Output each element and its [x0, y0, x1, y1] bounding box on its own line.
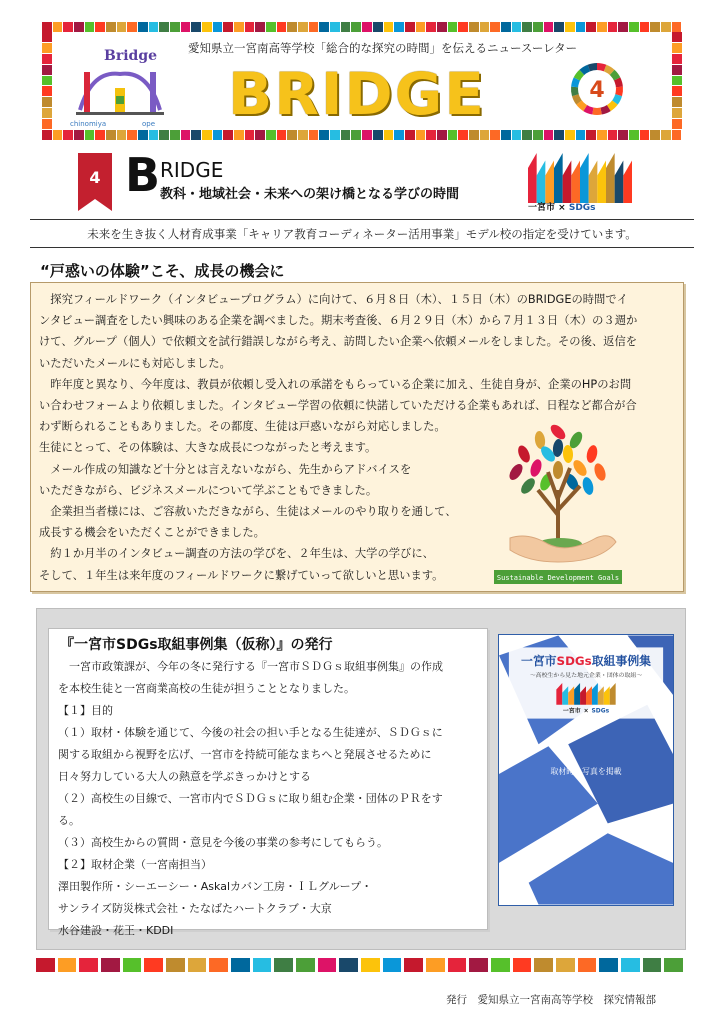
color-segment [448, 130, 458, 140]
color-segment [416, 22, 426, 32]
logo-bar [554, 153, 563, 203]
color-segment [117, 130, 127, 140]
color-segment [544, 22, 554, 32]
color-segment [58, 958, 77, 972]
sdg-tree-illustration [488, 420, 628, 588]
color-segment [319, 130, 329, 140]
header-banner [42, 22, 682, 140]
tree-leaf [548, 422, 568, 442]
article2-line: 日々努力している大人の熱意を学ぶきっかけとする [58, 770, 311, 783]
color-segment [576, 130, 586, 140]
color-segment [469, 130, 479, 140]
color-segment [458, 130, 468, 140]
color-segment [213, 130, 223, 140]
color-segment [318, 958, 337, 972]
color-segment [42, 22, 52, 32]
color-segment [181, 22, 191, 32]
color-segment [231, 958, 250, 972]
article1-line: いただいたメールにも対応しました。 [39, 356, 231, 370]
color-segment [362, 130, 372, 140]
color-segment [234, 130, 244, 140]
color-segment [501, 22, 511, 32]
color-segment [426, 958, 445, 972]
color-segment [672, 97, 682, 107]
article2-line: る。 [58, 814, 80, 827]
logo-bar [589, 161, 598, 204]
color-segment [191, 22, 201, 32]
color-segment [159, 130, 169, 140]
article2-line: （２）高校生の目線で、一宮市内でＳＤＧｓに取り組む企業・団体のＰＲをす [58, 792, 443, 805]
color-segment [123, 958, 142, 972]
color-segment [640, 130, 650, 140]
article1-line: 成長する機会をいただくことができました。 [39, 526, 265, 540]
color-segment [556, 958, 575, 972]
color-segment [319, 22, 329, 32]
color-segment [578, 958, 597, 972]
color-segment [448, 22, 458, 32]
booklet-title-city: 一宮市 [520, 654, 557, 669]
booklet-logo-sdgs: SDGs [591, 707, 610, 715]
color-segment [362, 22, 372, 32]
color-segment [74, 130, 84, 140]
city-name: 一宮市 [528, 203, 556, 213]
color-segment [255, 130, 265, 140]
color-segment [672, 54, 682, 64]
logo-bar [623, 161, 632, 204]
color-segment [287, 130, 297, 140]
article2-line: 水谷建設・花王・KDDI [58, 924, 174, 937]
logo-bar [537, 161, 546, 204]
color-segment [74, 22, 84, 32]
article1-line: メール作成の知識など十分とは言えないながら、先生からアドバイスを [39, 462, 412, 476]
color-segment [608, 130, 618, 140]
color-segment [608, 22, 618, 32]
color-segment [330, 22, 340, 32]
color-segment [277, 130, 287, 140]
section-subtitle: 教科・地域社会・未来への架け橋となる学びの時間 [160, 187, 460, 202]
banner-left-stripe [42, 32, 52, 130]
color-segment [672, 22, 682, 32]
color-segment [159, 22, 169, 32]
color-segment [351, 130, 361, 140]
flag-number: 4 [89, 168, 101, 187]
color-segment [149, 130, 159, 140]
color-segment [63, 22, 73, 32]
color-segment [554, 130, 564, 140]
color-segment [491, 958, 510, 972]
color-segment [544, 130, 554, 140]
color-segment [576, 22, 586, 32]
article1-line: 生徒にとって、その体験は、大きな成長につながったと考えます。 [39, 441, 377, 455]
color-segment [138, 130, 148, 140]
booklet-logo-label [563, 707, 610, 715]
color-segment [373, 130, 383, 140]
article2-body [58, 656, 484, 942]
color-segment [223, 22, 233, 32]
color-segment [298, 130, 308, 140]
booklet-photo-note: 取材時の写真を掲載 [550, 766, 622, 776]
color-segment [661, 22, 671, 32]
color-segment [101, 958, 120, 972]
color-segment [144, 958, 163, 972]
color-segment [629, 22, 639, 32]
logo-bar [563, 161, 572, 204]
color-segment [42, 130, 52, 140]
banner-right-stripe [672, 32, 682, 130]
color-segment [298, 22, 308, 32]
color-segment [650, 130, 660, 140]
article1-line: そして、１年生は来年度のフィールドワークに繋げていって欲しいと思います。 [39, 568, 444, 582]
article1-line: ンタビュー調査をしたい興味のある企業を調べました。期末考査後、６月２９日（木）から７月１３日（木）の３週か [39, 314, 638, 328]
color-segment [416, 130, 426, 140]
color-segment [63, 130, 73, 140]
color-segment [209, 958, 228, 972]
color-segment [426, 22, 436, 32]
color-segment [53, 130, 63, 140]
color-segment [296, 958, 315, 972]
color-segment [341, 130, 351, 140]
color-segment [42, 97, 52, 107]
publisher-footer: 発行 愛知県立一宮南高等学校 探究情報部 [446, 994, 656, 1006]
color-segment [191, 130, 201, 140]
color-segment [672, 76, 682, 86]
color-segment [672, 43, 682, 53]
color-segment [437, 22, 447, 32]
color-segment [266, 130, 276, 140]
logo-bar [528, 153, 537, 203]
color-segment [480, 22, 490, 32]
booklet-title-sdgs: SDGs [556, 654, 592, 669]
divider-top [30, 219, 694, 220]
logo-bar [606, 153, 615, 203]
color-segment [277, 22, 287, 32]
color-segment [490, 22, 500, 32]
color-segment [255, 22, 265, 32]
article2-line: （３）高校生からの質問・意見を今後の事業の参考にしてもらう。 [58, 836, 388, 849]
logo-bar [615, 161, 624, 204]
cross-sign: × [558, 203, 566, 213]
color-segment [640, 22, 650, 32]
divider-bottom [30, 247, 694, 248]
svg-text:Bridge: Bridge [104, 48, 158, 64]
logo-bar [597, 161, 606, 204]
logo-bar [545, 161, 554, 204]
color-segment [42, 43, 52, 53]
article2-line: 【１】目的 [58, 704, 113, 717]
color-segment [106, 130, 116, 140]
color-segment [405, 130, 415, 140]
color-segment [672, 108, 682, 118]
color-segment [234, 22, 244, 32]
article2-line: 一宮市政策課が、今年の冬に発行する『一宮市ＳＤＧｓ取組事例集』の作成 [58, 660, 443, 673]
color-segment [181, 130, 191, 140]
article2-line: 関する取組から視野を広げ、一宮市を持続可能なまちへと発展させるために [58, 748, 432, 761]
color-segment [458, 22, 468, 32]
tree-leaf [516, 444, 532, 465]
tree-leaf [553, 461, 564, 479]
article2-heading: 『一宮市SDGs取組事例集（仮称）』の発行 [60, 637, 333, 653]
color-segment [501, 130, 511, 140]
color-segment [599, 958, 618, 972]
bridge-logo [70, 40, 170, 130]
color-segment [253, 958, 272, 972]
color-segment [127, 22, 137, 32]
color-segment [149, 22, 159, 32]
color-segment [42, 65, 52, 75]
color-segment [394, 22, 404, 32]
color-segment [138, 22, 148, 32]
color-segment [513, 958, 532, 972]
article1-line: 企業担当者様には、ご容赦いただきながら、生徒はメールのやり取りを通して、 [39, 505, 457, 519]
color-segment [36, 958, 55, 972]
color-segment [586, 130, 596, 140]
color-segment [309, 22, 319, 32]
color-segment [405, 22, 415, 32]
booklet-logo-cross: × [583, 707, 589, 715]
color-segment [533, 22, 543, 32]
banner-bottom-stripe [42, 130, 682, 140]
color-segment [266, 22, 276, 32]
booklet-title-rest: 取組事例集 [591, 654, 652, 669]
tree-caption: Sustainable Development Goals [496, 574, 620, 582]
color-segment [85, 130, 95, 140]
color-segment [170, 130, 180, 140]
color-segment [534, 958, 553, 972]
sdg-wheel-icon [570, 62, 624, 116]
tree-leaf [528, 458, 543, 478]
color-segment [245, 22, 255, 32]
color-segment [42, 108, 52, 118]
article2-line: を本校生徒と一宮商業高校の生徒が担うこととなりました。 [58, 682, 355, 695]
article2-line: サンライズ防災株式会社・たなばたハートクラブ・大京 [58, 902, 332, 915]
color-segment [643, 958, 662, 972]
color-segment [170, 22, 180, 32]
bridge-word-rest: RIDGE [160, 158, 224, 182]
color-segment [341, 22, 351, 32]
article2-line: 【２】取材企業（一宮南担当） [58, 858, 212, 871]
color-segment [309, 130, 319, 140]
booklet-title [521, 654, 651, 668]
article1-heading: “戸惑いの体験”こそ、成長の機会に [40, 262, 285, 280]
color-segment [437, 130, 447, 140]
color-segment [166, 958, 185, 972]
color-segment [330, 130, 340, 140]
color-segment [127, 130, 137, 140]
color-segment [661, 130, 671, 140]
color-segment [621, 958, 640, 972]
article1-line: い合わせフォームより依頼しました。インタビュー学習の依頼に快諾していただける企業もあれば、日程など都合が合 [39, 399, 637, 413]
color-segment [512, 130, 522, 140]
color-segment [383, 958, 402, 972]
sdg-color-strip [36, 958, 686, 972]
color-segment [223, 130, 233, 140]
color-segment [361, 958, 380, 972]
svg-text:chinomiya: chinomiya [70, 120, 107, 128]
bridge-initial: B [125, 148, 161, 202]
tree-leaf [507, 462, 525, 483]
color-segment [85, 22, 95, 32]
issue-number: 4 [589, 78, 605, 103]
booklet-subtitle: ～高校生から見た地元企業・団体の取組～ [529, 672, 643, 680]
svg-text:ope: ope [142, 120, 156, 128]
issue-flag-icon [78, 153, 112, 211]
color-segment [490, 130, 500, 140]
color-segment [202, 22, 212, 32]
color-segment [287, 22, 297, 32]
color-segment [42, 32, 52, 42]
tree-leaf [571, 458, 590, 478]
color-segment [469, 958, 488, 972]
color-segment [672, 130, 682, 140]
color-segment [202, 130, 212, 140]
article1-line: いただきながら、ビジネスメールについて学ぶこともできました。 [39, 483, 378, 497]
logo-bar [580, 153, 589, 203]
tree-leaf [592, 462, 607, 482]
booklet-logo-city: 一宮市 [562, 707, 581, 715]
article1-line: けて、グループ（個人）で依頼文を試行錯誤しながら考え、訪問したい企業へ依頼メールをしました。その後、返信を [39, 335, 638, 349]
color-segment [565, 130, 575, 140]
color-segment [42, 86, 52, 96]
article1-line: わず断られることもありました。その都度、生徒は戸惑いながら対応しました。 [39, 420, 446, 434]
tree-leaf [518, 476, 537, 496]
logo-bar [571, 161, 580, 204]
tree-leaf [585, 444, 599, 464]
color-segment [274, 958, 293, 972]
color-segment [629, 130, 639, 140]
article2-line: （１）取材・体験を通じて、今後の社会の担い手となる生徒達が、ＳＤＧｓに [58, 726, 443, 739]
color-segment [672, 65, 682, 75]
color-segment [586, 22, 596, 32]
color-segment [650, 22, 660, 32]
color-segment [426, 130, 436, 140]
newsletter-subtitle: 愛知県立一宮南高等学校「総合的な探究の時間」を伝えるニュースーレター [188, 41, 578, 55]
banner-top-stripe [42, 22, 682, 32]
color-segment [672, 86, 682, 96]
model-school-notice: 未来を生き抜く人材育成事業「キャリア教育コーディネーター活用事業」モデル校の指定を受けています。 [87, 227, 637, 241]
booklet-cover [498, 634, 674, 906]
color-segment [448, 958, 467, 972]
color-segment [618, 130, 628, 140]
color-segment [42, 119, 52, 129]
color-segment [672, 32, 682, 42]
color-segment [469, 22, 479, 32]
color-segment [117, 22, 127, 32]
article1-line: 昨年度と異なり、今年度は、教員が依頼し受入れの承諾をもらっている企業に加え、生徒自身が、企業のHPのお問 [39, 377, 632, 391]
color-segment [351, 22, 361, 32]
newsletter-title: BRIDGE [228, 60, 486, 128]
color-segment [597, 130, 607, 140]
color-segment [565, 22, 575, 32]
sdgs-word: SDGs [568, 203, 596, 213]
color-segment [42, 54, 52, 64]
color-segment [188, 958, 207, 972]
color-segment [672, 119, 682, 129]
color-segment [79, 958, 98, 972]
article1-line: 約１か月半のインタビュー調査の方法の学びを、２年生は、大学の学びに、 [39, 547, 434, 561]
color-segment [554, 22, 564, 32]
color-segment [597, 22, 607, 32]
tree-leaf [581, 476, 595, 496]
color-segment [42, 76, 52, 86]
color-segment [95, 22, 105, 32]
color-segment [522, 22, 532, 32]
color-segment [373, 22, 383, 32]
color-segment [404, 958, 423, 972]
color-segment [339, 958, 358, 972]
color-segment [213, 22, 223, 32]
color-segment [394, 130, 404, 140]
color-segment [384, 22, 394, 32]
article2-line: 澤田製作所・シーエーシー・Askalカバン工房・ＩＬグループ・ [58, 880, 373, 893]
color-segment [53, 22, 63, 32]
color-segment [245, 130, 255, 140]
color-segment [618, 22, 628, 32]
color-segment [664, 958, 683, 972]
color-segment [106, 22, 116, 32]
article1-line: 探究フィールドワーク（インタビュープログラム）に向けて、６月８日（木）、１５日（木）のBRIDGEの時間でイ [39, 293, 628, 306]
color-segment [512, 22, 522, 32]
color-segment [95, 130, 105, 140]
color-segment [533, 130, 543, 140]
city-sdgs-label [528, 200, 596, 213]
color-segment [522, 130, 532, 140]
color-segment [480, 130, 490, 140]
color-segment [384, 130, 394, 140]
